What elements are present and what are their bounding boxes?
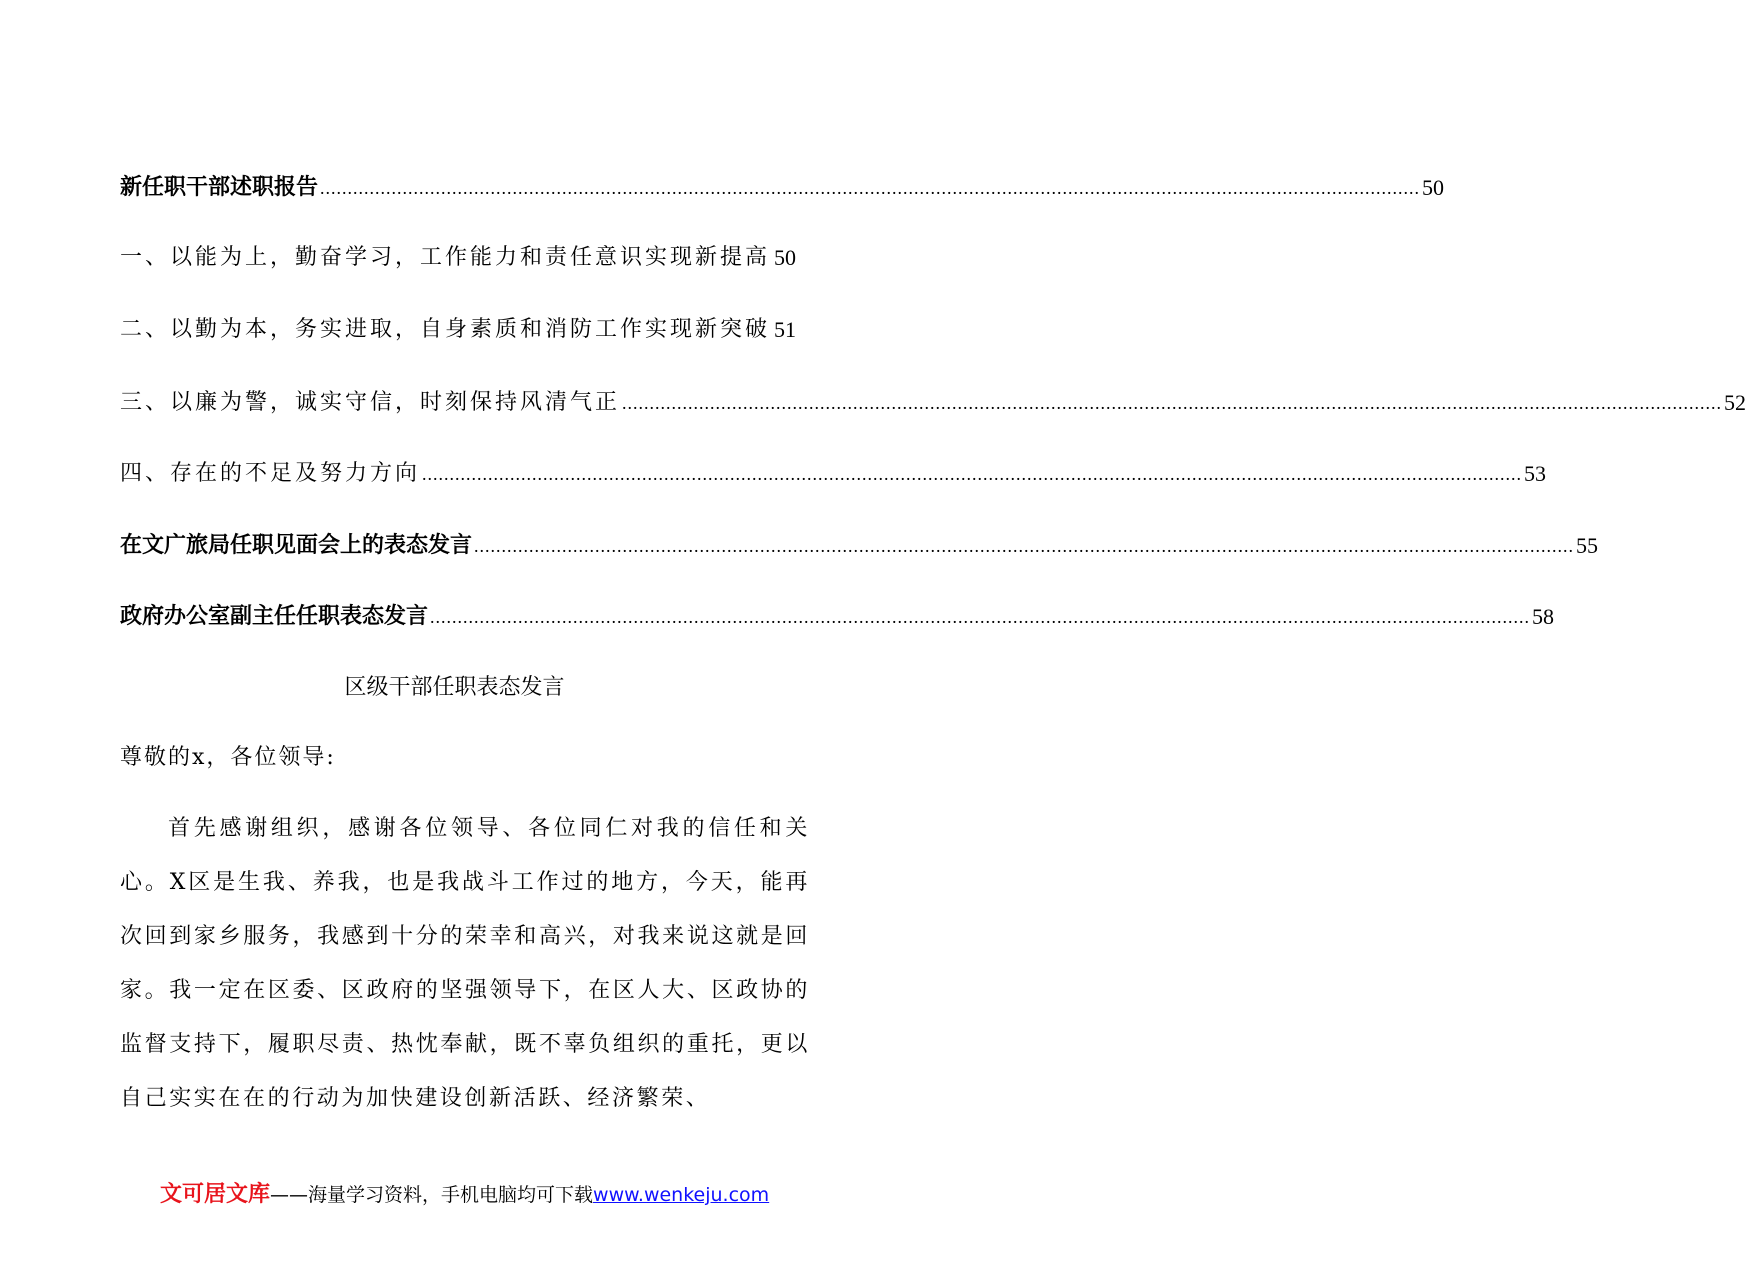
toc-page-number: 53 xyxy=(1524,461,1547,486)
section-title: 区级干部任职表态发言 xyxy=(344,675,565,700)
toc-entry[interactable] xyxy=(120,388,1746,418)
toc-page-number: 55 xyxy=(1576,533,1599,558)
footer-website-link[interactable]: www.wenkeju.com xyxy=(593,1184,770,1206)
toc-entry[interactable] xyxy=(120,459,1547,489)
toc-dot-leader: ........................................................................................................................................................................................................ xyxy=(622,393,1723,413)
toc-entry-title: 政府办公室副主任任职表态发言 xyxy=(120,604,429,629)
toc-dot-leader: ........................................................................................................................................................................................................ xyxy=(422,464,1523,484)
toc-dot-leader: ........................................................................................................................................................................................................ xyxy=(320,178,1421,198)
toc-dot-leader: ........................................................................................................................................................................................................ xyxy=(430,607,1531,627)
toc-page-number: 50 xyxy=(1422,175,1445,200)
toc-entry-title: 二、以勤为本，务实进取，自身素质和消防工作实现新突破 xyxy=(120,317,771,342)
toc-entry[interactable] xyxy=(120,173,1445,203)
toc-entry[interactable] xyxy=(120,602,1555,632)
toc-page-number: 51 xyxy=(774,317,797,342)
body-paragraph: 首先感谢组织，感谢各位领导、各位同仁对我的信任和关心。X区是生我、养我，也是我战斗工作过的地方，今天，能再次回到家乡服务，我感到十分的荣幸和高兴，对我来说这就是回家。我一定在区委、区政府的坚强领导下，在区人大、区政协的监督支持下，履职尽责、热忱奉献，既不辜负组织的重托，更以自己实实在在的行动为加快建设创新活跃、经济繁荣、 xyxy=(120,816,810,1111)
toc-entry-title: 三、以廉为警，诚实守信，时刻保持风清气正 xyxy=(120,390,621,415)
toc-entry-title: 在文广旅局任职见面会上的表态发言 xyxy=(120,533,473,558)
toc-entry[interactable] xyxy=(120,531,1599,561)
toc-page-number: 58 xyxy=(1532,604,1555,629)
toc-entry[interactable] xyxy=(120,243,797,273)
footer-slogan: ——海量学习资料，手机电脑均可下载 xyxy=(270,1184,594,1206)
toc-page-number: 50 xyxy=(774,245,797,270)
salutation: 尊敬的x，各位领导: xyxy=(120,745,336,770)
toc-entry-title: 四、存在的不足及努力方向 xyxy=(120,461,421,486)
toc-page-number: 52 xyxy=(1724,390,1746,415)
toc-entry-title: 新任职干部述职报告 xyxy=(120,175,319,200)
toc-entry[interactable] xyxy=(120,315,797,345)
footer xyxy=(160,1180,769,1210)
toc-entry-title: 一、以能为上，勤奋学习，工作能力和责任意识实现新提高 xyxy=(120,245,771,270)
toc-dot-leader: ........................................................................................................................................................................................................ xyxy=(474,536,1575,556)
footer-brand: 文可居文库 xyxy=(160,1182,271,1207)
